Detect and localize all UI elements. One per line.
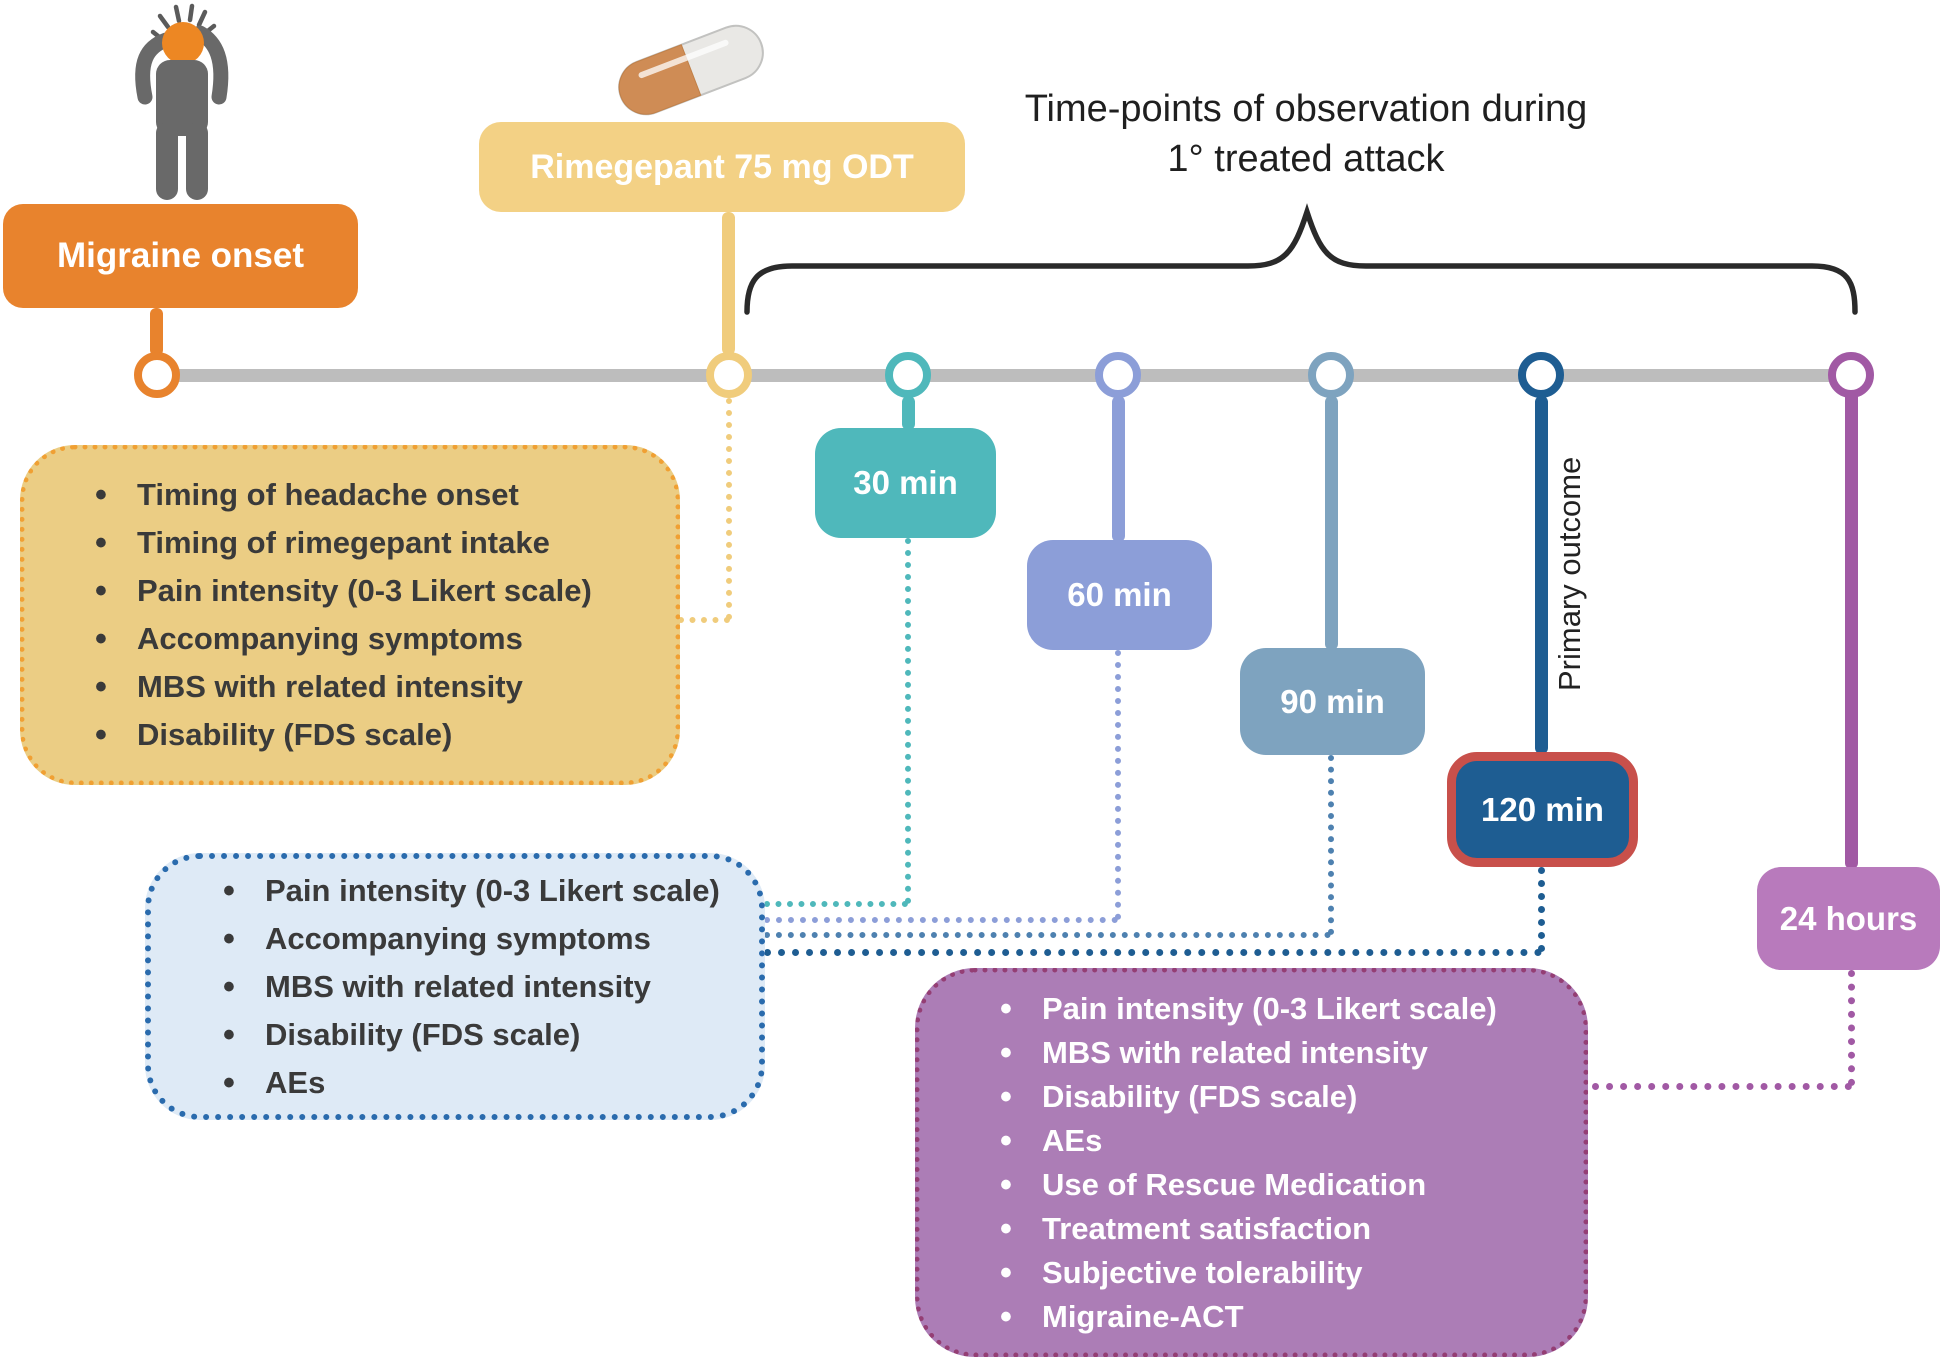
- primary-outcome-label: Primary outcome: [1552, 456, 1587, 692]
- 120min-dotted-connector-v: [1538, 867, 1545, 952]
- list-item: • Subjective tolerability: [1000, 1251, 1583, 1295]
- list-item: • Use of Rescue Medication: [1000, 1163, 1583, 1207]
- list-item: • MBS with related intensity: [223, 963, 759, 1011]
- list-item: • Timing of headache onset: [95, 471, 675, 519]
- list-item: • Pain intensity (0-3 Likert scale): [95, 567, 675, 615]
- marker-30min: [885, 352, 931, 398]
- stem-24hours: [1845, 390, 1858, 869]
- list-item: • Accompanying symptoms: [95, 615, 675, 663]
- stem-120min: [1535, 396, 1548, 754]
- 30min-dotted-connector-v: [905, 538, 911, 904]
- 24hours-dotted-connector-v: [1848, 970, 1855, 1086]
- list-item: • Timing of rimegepant intake: [95, 519, 675, 567]
- list-item: • Disability (FDS scale): [1000, 1075, 1583, 1119]
- list-item: • AEs: [1000, 1119, 1583, 1163]
- endpoint-assessments-box: [915, 968, 1588, 1357]
- timepoint-box-90min: 90 min: [1240, 648, 1425, 755]
- rimegepant-stem: [722, 212, 735, 355]
- marker-rimegepant-intake: [706, 352, 752, 398]
- timepoint-box-120min-primary-outcome: 120 min: [1447, 752, 1638, 867]
- rimegepant-box: Rimegepant 75 mg ODT: [479, 122, 965, 212]
- timepoint-box-24hours: 24 hours: [1757, 867, 1940, 970]
- stem-90min: [1325, 396, 1338, 650]
- timepoint-box-30min: 30 min: [815, 428, 996, 538]
- marker-24hours: [1828, 352, 1874, 398]
- 60min-dotted-connector-h: [764, 917, 1118, 923]
- 30min-dotted-connector-h: [764, 901, 908, 907]
- timepoint-box-60min: 60 min: [1027, 540, 1212, 650]
- 24hours-dotted-connector-h: [1592, 1083, 1852, 1090]
- title-line-1: Time-points of observation during: [1024, 88, 1588, 130]
- baseline-assessments-list: [95, 471, 675, 759]
- list-item: • Disability (FDS scale): [223, 1011, 759, 1059]
- list-item: • Accompanying symptoms: [223, 915, 759, 963]
- 120min-dotted-connector-h: [764, 949, 1542, 956]
- observation-brace: [0, 0, 1944, 400]
- baseline-assessments-box: [20, 445, 680, 785]
- 90min-dotted-connector-v: [1328, 755, 1334, 935]
- list-item: • Migraine-ACT: [1000, 1295, 1583, 1339]
- rimegepant-dotted-connector-h: [678, 617, 730, 623]
- migraine-onset-box: Migraine onset: [3, 204, 358, 308]
- timeline-line: [152, 369, 1856, 382]
- stem-30min: [902, 396, 915, 430]
- list-item: • Pain intensity (0-3 Likert scale): [1000, 987, 1583, 1031]
- marker-60min: [1095, 352, 1141, 398]
- list-item: • Disability (FDS scale): [95, 711, 675, 759]
- list-item: • AEs: [223, 1059, 759, 1107]
- list-item: • MBS with related intensity: [1000, 1031, 1583, 1075]
- 90min-dotted-connector-h: [764, 932, 1331, 938]
- stem-60min: [1112, 396, 1125, 542]
- marker-migraine-onset: [134, 352, 180, 398]
- endpoint-assessments-list: [1000, 987, 1583, 1339]
- marker-90min: [1308, 352, 1354, 398]
- 60min-dotted-connector-v: [1115, 650, 1121, 920]
- list-item: • Treatment satisfaction: [1000, 1207, 1583, 1251]
- migraine-stem: [150, 308, 163, 356]
- list-item: • MBS with related intensity: [95, 663, 675, 711]
- rimegepant-dotted-connector-v: [726, 398, 732, 620]
- list-item: • Pain intensity (0-3 Likert scale): [223, 867, 759, 915]
- during-attack-assessments-box: [145, 853, 765, 1120]
- during-attack-assessments-list: [223, 867, 759, 1107]
- title-line-2: 1° treated attack: [1167, 138, 1445, 180]
